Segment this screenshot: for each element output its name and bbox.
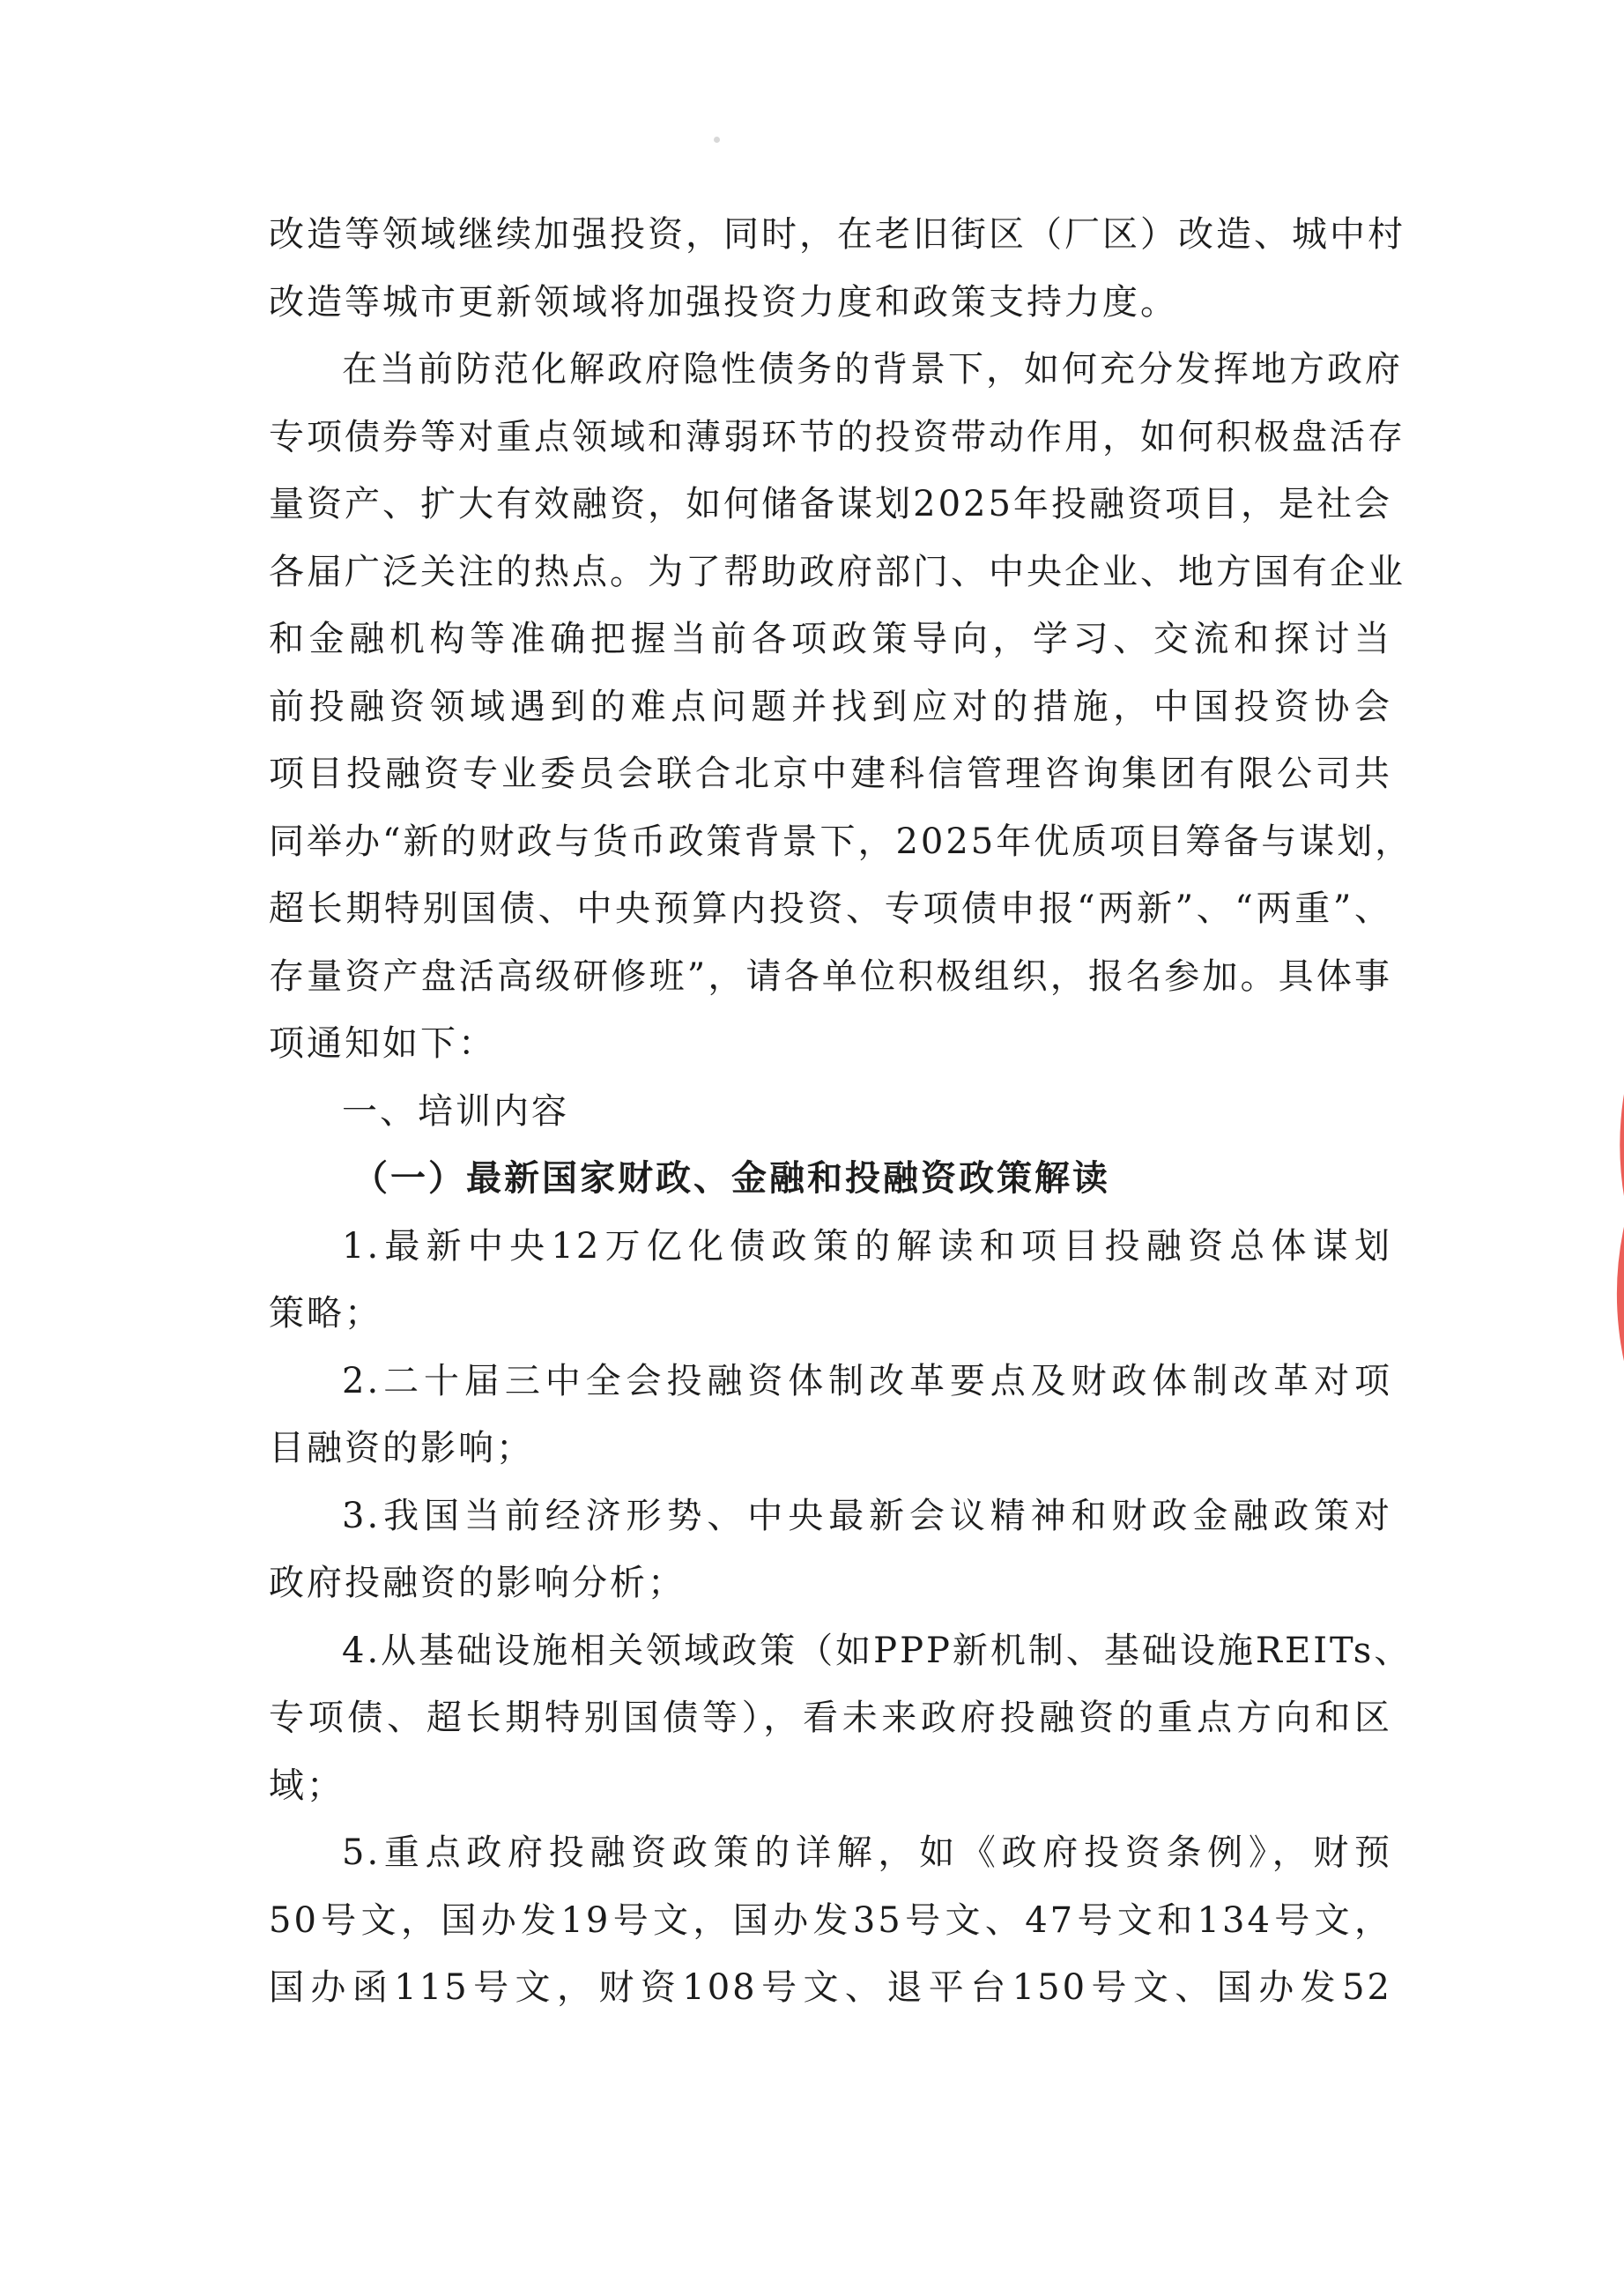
text-line: 专项债券等对重点领域和薄弱环节的投资带动作用，如何积极盘活存	[269, 416, 1405, 457]
text-line: 改造等领域继续加强投资，同时，在老旧街区（厂区）改造、城中村	[269, 214, 1405, 255]
section-heading: 一、培训内容	[342, 1090, 569, 1132]
list-item-line: 1.最新中央12万亿化债政策的解读和项目投融资总体谋划	[342, 1225, 1392, 1267]
subsection-heading: （一）最新国家财政、金融和投融资政策解读	[352, 1157, 1110, 1199]
text-line: 存量资产盘活高级研修班”，请各单位积极组织，报名参加。具体事	[269, 955, 1392, 997]
list-item-line: 域；	[269, 1765, 345, 1806]
list-item-line: 专项债、超长期特别国债等），看未来政府投融资的重点方向和区	[269, 1698, 1392, 1738]
list-item-line: 3.我国当前经济形势、中央最新会议精神和财政金融政策对	[342, 1495, 1392, 1536]
scan-speck	[714, 137, 720, 143]
text-line: 前投融资领域遇到的难点问题并找到应对的措施，中国投资协会	[269, 686, 1392, 727]
text-line: 和金融机构等准确把握当前各项政策导向，学习、交流和探讨当	[269, 619, 1392, 659]
list-item-line: 4.从基础设施相关领域政策（如PPP新机制、基础设施REITs、	[342, 1630, 1413, 1671]
text-line: 在当前防范化解政府隐性债务的背景下，如何充分发挥地方政府	[342, 349, 1403, 390]
list-item-line: 5.重点政府投融资政策的详解，如《政府投资条例》，财预	[342, 1832, 1392, 1873]
text-line: 同举办“新的财政与货币政策背景下，2025年优质项目筹备与谋划，	[269, 821, 1413, 862]
text-line: 项目投融资专业委员会联合北京中建科信管理咨询集团有限公司共	[269, 754, 1392, 794]
list-item-line: 策略；	[269, 1293, 382, 1334]
text-line: 各届广泛关注的热点。为了帮助政府部门、中央企业、地方国有企业	[269, 551, 1405, 592]
seal-ring-arc-mid	[1620, 1225, 1624, 1428]
list-item-line: 政府投融资的影响分析；	[269, 1563, 686, 1603]
text-line: 项通知如下：	[269, 1023, 496, 1064]
text-line: 超长期特别国债、中央预算内投资、专项债申报“两新”、“两重”、	[269, 888, 1392, 929]
text-line: 量资产、扩大有效融资，如何储备谋划2025年投融资项目，是社会	[269, 484, 1392, 524]
list-item-line: 目融资的影响；	[269, 1428, 534, 1468]
list-item-line: 国办函115号文，财资108号文、退平台150号文、国办发52	[269, 1967, 1392, 2008]
list-item-line: 2.二十届三中全会投融资体制改革要点及财政体制改革对项	[342, 1360, 1392, 1401]
list-item-line: 50号文，国办发19号文，国办发35号文、47号文和134号文，	[269, 1899, 1392, 1941]
body-text	[269, 201, 1413, 2022]
official-seal-stamp	[1545, 934, 1624, 1622]
text-line: 改造等城市更新领域将加强投资力度和政策支持力度。	[269, 281, 1178, 323]
